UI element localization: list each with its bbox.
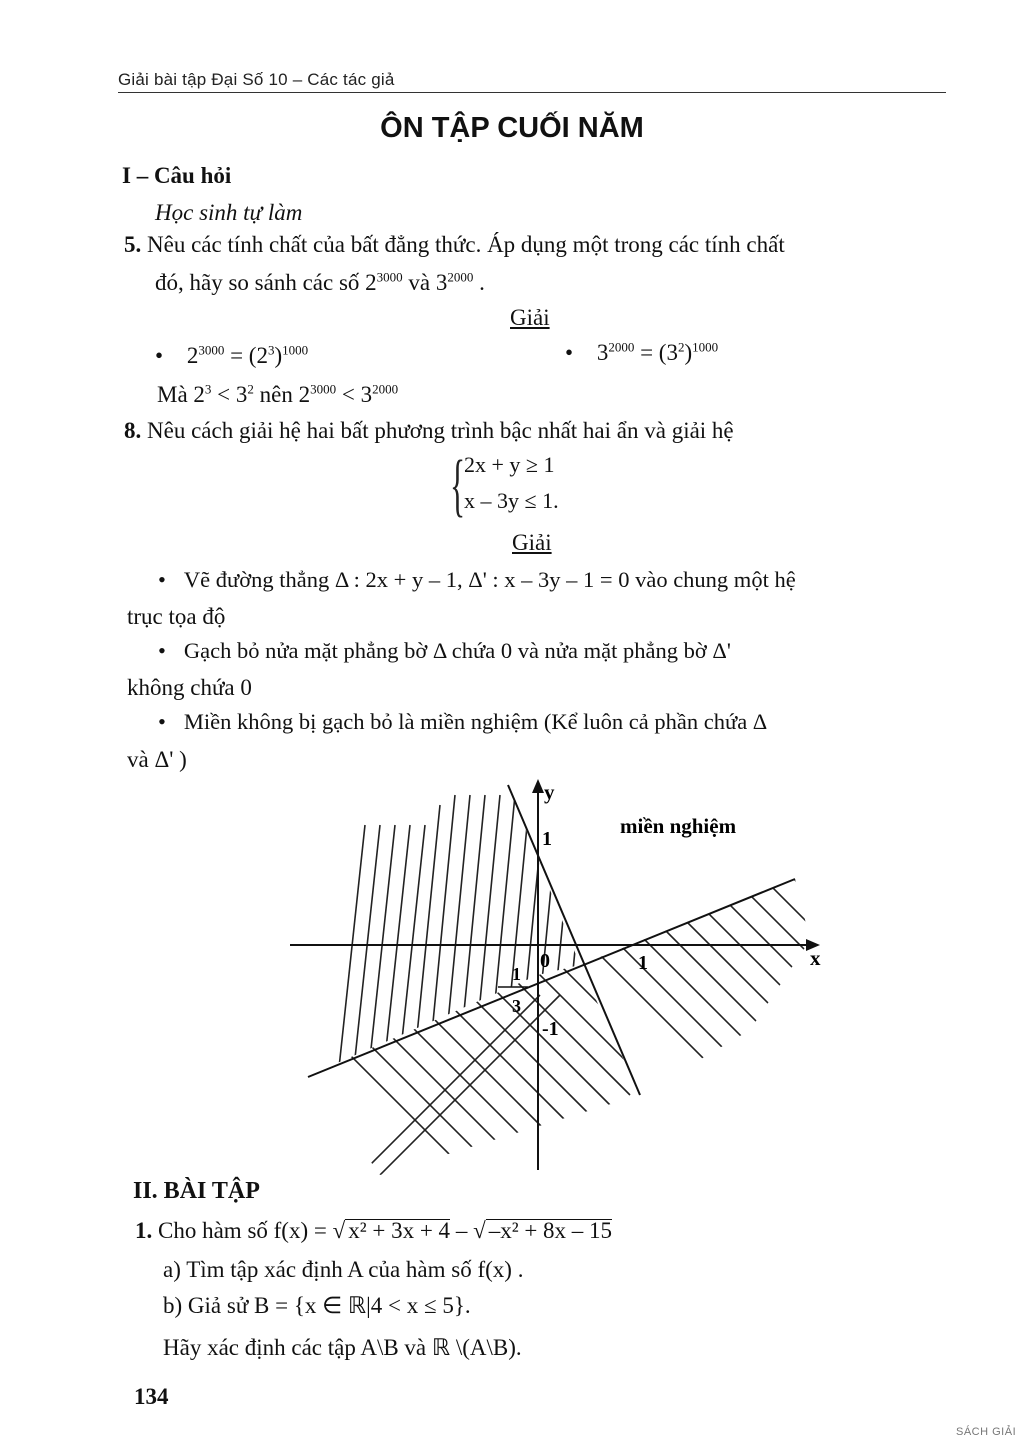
- q8-step3-cont: và Δ' ): [127, 747, 187, 772]
- y-axis-arrow-icon: [532, 779, 544, 793]
- p1-line: [135, 1218, 612, 1244]
- section2-heading: II. BÀI TẬP: [133, 1178, 260, 1204]
- q8-solution-label: Giải: [512, 530, 552, 555]
- b2-base: 3: [596, 340, 609, 365]
- c-d: < 3: [336, 382, 373, 407]
- b1-exp3: 1000: [282, 342, 309, 358]
- page-title: ÔN TẬP CUỐI NĂM: [380, 112, 644, 144]
- q8-number: 8.: [124, 418, 142, 443]
- q8-line1: [124, 418, 734, 444]
- c-e3: 3000: [310, 381, 337, 397]
- p1-root1: x² + 3x + 4: [345, 1219, 450, 1242]
- b1-end: ): [274, 343, 283, 368]
- c-e2: 2: [247, 381, 254, 397]
- running-header: Giải bài tập Đại Số 10 – Các tác giả: [118, 70, 395, 89]
- p1-minus: –: [450, 1218, 474, 1243]
- c-e1: 3: [204, 381, 212, 397]
- b2-exp3: 1000: [692, 339, 719, 355]
- b1-exp2: 3: [267, 342, 275, 358]
- solution-graph: [280, 775, 840, 1175]
- q5-conclusion: [157, 382, 398, 408]
- p1-part-a: a) Tìm tập xác định A của hàm số f(x) .: [163, 1257, 524, 1282]
- q5-number: 5.: [124, 232, 142, 257]
- origin-label: 0: [540, 950, 550, 972]
- q5-text2c: .: [473, 270, 485, 295]
- section1-heading: I – Câu hỏi: [122, 163, 232, 188]
- q5-text2a: đó, hãy so sánh các số 2: [155, 270, 377, 295]
- b1-mid: = (2: [224, 343, 268, 368]
- q8-step1-cont: trục tọa độ: [127, 604, 226, 629]
- q5-exp2: 2000: [447, 269, 474, 285]
- system-brace: {: [450, 447, 466, 524]
- q5-solution-label: Giải: [510, 305, 550, 330]
- frac-numerator: 1: [512, 964, 521, 984]
- b2-end: ): [684, 340, 693, 365]
- q8-step2-cont: không chứa 0: [127, 675, 252, 700]
- frac-denominator: 3: [512, 996, 521, 1016]
- p1-number: 1.: [135, 1218, 153, 1243]
- page-number: 134: [134, 1384, 169, 1409]
- c-c: nên 2: [253, 382, 311, 407]
- neg-tick: -1: [542, 1018, 559, 1040]
- c-a: Mà 2: [157, 382, 205, 407]
- hatch-right: [580, 845, 840, 1095]
- p1-root2: –x² + 8x – 15: [486, 1219, 612, 1242]
- p1-part-c: Hãy xác định các tập A\B và ℝ \(A\B).: [163, 1335, 522, 1360]
- q8-step1: • Vẽ đường thẳng Δ : 2x + y – 1, Δ' : x – 3y – 1 = 0 vào chung một hệ: [158, 567, 796, 593]
- q5-text2b: và 3: [402, 270, 448, 295]
- sqrt-icon-2: √: [473, 1218, 486, 1243]
- section1-note: Học sinh tự làm: [155, 200, 303, 225]
- p1-part-b: b) Giả sử B = {x ∈ ℝ|4 < x ≤ 5}.: [163, 1293, 471, 1318]
- system-eq1: 2x + y ≥ 1: [464, 452, 555, 477]
- c-e4: 2000: [372, 381, 399, 397]
- q5-bullet1: [155, 343, 308, 369]
- q8-step3: • Miền không bị gạch bỏ là miền nghiệm (Kể luôn cả phần chứa Δ: [158, 709, 767, 735]
- q5-exp1: 3000: [376, 269, 403, 285]
- region-label: miền nghiệm: [620, 814, 737, 838]
- x-axis-label: x: [810, 946, 821, 970]
- y-axis-label: y: [544, 780, 555, 804]
- q8-text1: Nêu cách giải hệ hai bất phương trình bậc nhất hai ẩn và giải hệ: [147, 418, 734, 443]
- q5-line1: [124, 232, 785, 258]
- c-b: < 3: [211, 382, 248, 407]
- watermark-text: SÁCH GIẢI: [956, 1426, 1017, 1438]
- y-tick-1: 1: [542, 828, 552, 850]
- b1-exp: 3000: [198, 342, 225, 358]
- p1-text: Cho hàm số f(x) =: [158, 1218, 333, 1243]
- q8-step2: • Gạch bỏ nửa mặt phẳng bờ Δ chứa 0 và nửa mặt phẳng bờ Δ': [158, 638, 731, 664]
- b2-exp: 2000: [608, 339, 635, 355]
- q5-bullet2: [565, 340, 718, 366]
- q5-text1: Nêu các tính chất của bất đẳng thức. Áp dụng một trong các tính chất: [147, 232, 785, 257]
- watermark-logo: [956, 1426, 1016, 1438]
- hatch-bottom: [320, 915, 690, 1175]
- b2-mid: = (3: [634, 340, 678, 365]
- q5-line2: [155, 270, 485, 296]
- sqrt-icon: √: [332, 1218, 346, 1243]
- system-eq2: x – 3y ≤ 1.: [464, 488, 559, 513]
- b2-exp2: 2: [677, 339, 685, 355]
- header-rule: [118, 92, 946, 93]
- b1-base: 2: [186, 343, 199, 368]
- x-tick-1: 1: [638, 952, 648, 974]
